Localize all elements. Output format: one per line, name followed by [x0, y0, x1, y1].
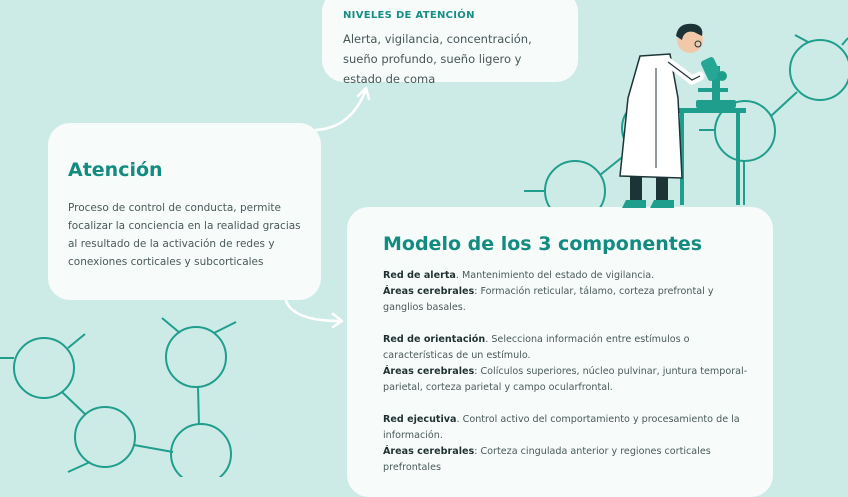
- atencion-card: [48, 123, 321, 300]
- niveles-card: [322, 0, 578, 86]
- component-description: . Mantenimiento del estado de vigilancia.: [455, 270, 655, 281]
- niveles-heading: NIVELES DE ATENCIÓN: [343, 10, 475, 21]
- components-list: [383, 268, 751, 476]
- arrow-to-modelo: [280, 295, 350, 335]
- areas-text: : Colículos superiores, núcleo pulvinar, juntura temporal-parietal, corteza parietal y campo ocularfrontal.: [383, 366, 748, 393]
- table-top: [670, 108, 746, 113]
- arrow-to-niveles: [310, 84, 380, 144]
- areas-label: Áreas cerebrales: [383, 366, 475, 377]
- component-description: . Control activo del comportamiento y procesamiento de la información.: [383, 414, 740, 441]
- modelo-title: Modelo de los 3 componentes: [383, 233, 703, 255]
- component-name: Red de alerta: [383, 270, 456, 281]
- scientist-figure: [620, 24, 703, 208]
- areas-text: : Corteza cingulada anterior y regiones corticales prefrontales: [383, 446, 711, 473]
- atencion-text: Proceso de control de conducta, permite focalizar la conciencia en la realidad gracias al resultado de la activación de redes y conexiones corticales y subcorticales: [68, 202, 301, 268]
- component-description: . Selecciona información entre estímulos o características de un estímulo.: [383, 334, 690, 361]
- areas-label: Áreas cerebrales: [383, 286, 475, 297]
- scientist-microscope-illustration: [612, 18, 752, 208]
- component-name: Red de orientación: [383, 334, 486, 345]
- areas-label: Áreas cerebrales: [383, 446, 475, 457]
- component-name: Red ejecutiva: [383, 414, 457, 425]
- component-orientacion: [383, 332, 751, 396]
- modelo-card: [347, 207, 773, 497]
- microscope-icon: [696, 56, 736, 108]
- atencion-title: Atención: [68, 159, 163, 181]
- component-alerta: [383, 268, 751, 316]
- areas-text: : Formación reticular, tálamo, corteza prefrontal y ganglios basales.: [383, 286, 714, 313]
- component-ejecutiva: [383, 412, 751, 476]
- niveles-text: Alerta, vigilancia, concentración, sueño profundo, sueño ligero y estado de coma: [343, 32, 532, 86]
